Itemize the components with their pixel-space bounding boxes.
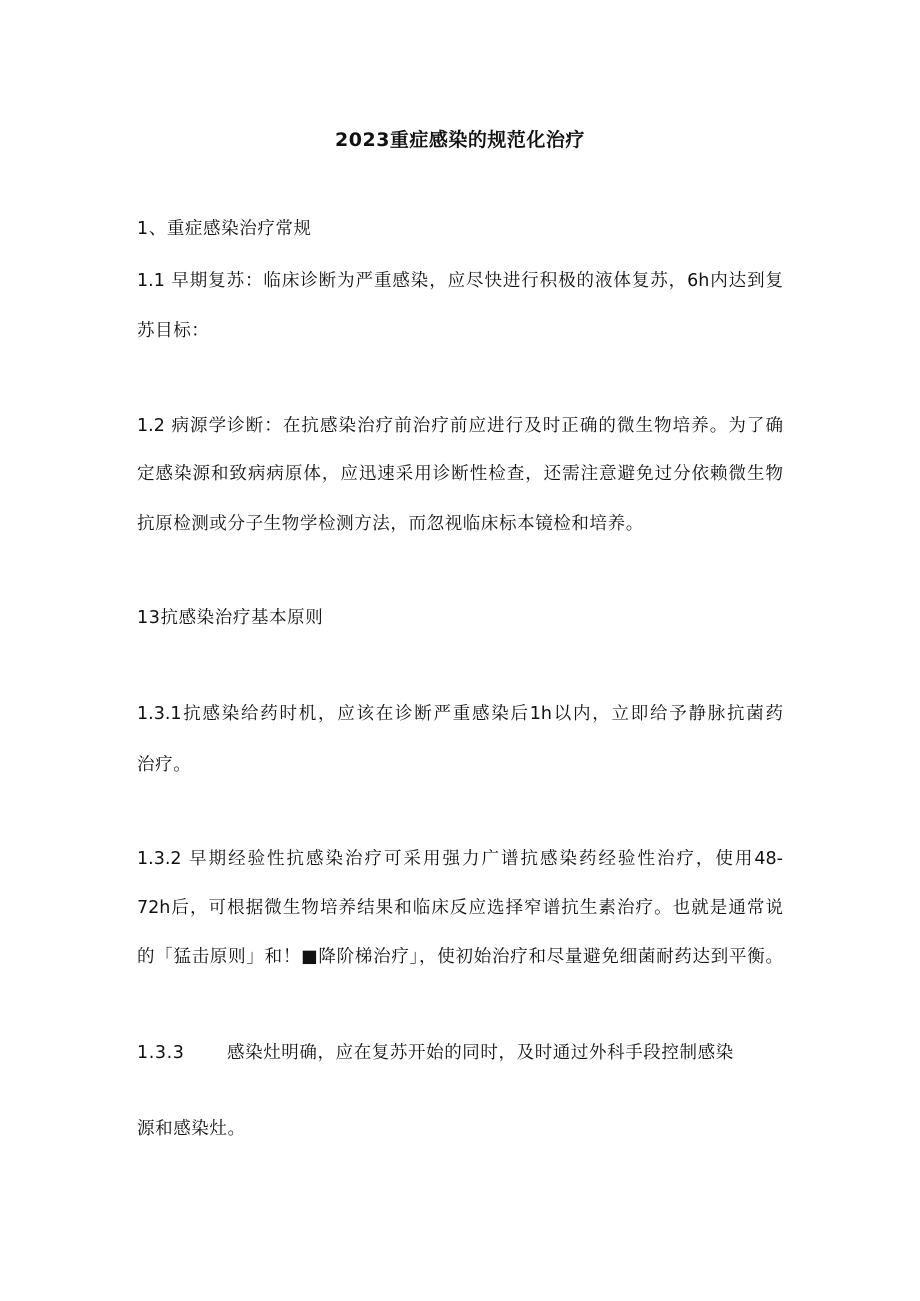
section-number-1-3-3: 1.3.3 (137, 1043, 185, 1063)
paragraph-1-3-2-line-3: 的「猛击原则」和！■降阶梯治疗」，使初始治疗和尽量避免细菌耐药达到平衡。 (137, 947, 783, 967)
paragraph-1-3-3-line-2: 源和感染灶。 (137, 1119, 246, 1139)
paragraph-1-2-line-3: 抗原检测或分子生物学检测方法，而忽视临床标本镜检和培养。 (137, 514, 644, 534)
paragraph-1-2-line-1: 1.2 病源学诊断：在抗感染治疗前治疗前应进行及时正确的微生物培养。为了确 (137, 416, 783, 436)
paragraph-1-3-3-text: 感染灶明确，应在复苏开始的同时，及时通过外科手段控制感染 (227, 1043, 734, 1063)
document-title: 2023重症感染的规范化治疗 (335, 129, 585, 151)
paragraph-1-3-3-line-1 (137, 1040, 734, 1066)
paragraph-1-3-2-line-1: 1.3.2 早期经验性抗感染治疗可采用强力广谱抗感染药经验性治疗，使用48- (137, 849, 783, 869)
section-heading-1: 1、重症感染治疗常规 (137, 219, 312, 239)
section-heading-1-3: 13抗感染治疗基本原则 (137, 608, 324, 628)
paragraph-1-3-1-line-2: 治疗。 (137, 755, 192, 775)
paragraph-1-3-1-line-1: 1.3.1抗感染给药时机，应该在诊断严重感染后1h以内，立即给予静脉抗菌药 (137, 704, 783, 724)
paragraph-1-2-line-2: 定感染源和致病病原体，应迅速采用诊断性检查，还需注意避免过分依赖微生物 (137, 464, 783, 484)
paragraph-1-3-2-line-2: 72h后，可根据微生物培养结果和临床反应选择窄谱抗生素治疗。也就是通常说 (137, 898, 783, 918)
paragraph-1-1-line-2: 苏目标： (137, 321, 210, 341)
paragraph-1-1-line-1: 1.1 早期复苏：临床诊断为严重感染，应尽快进行积极的液体复苏，6h内达到复 (137, 271, 783, 291)
